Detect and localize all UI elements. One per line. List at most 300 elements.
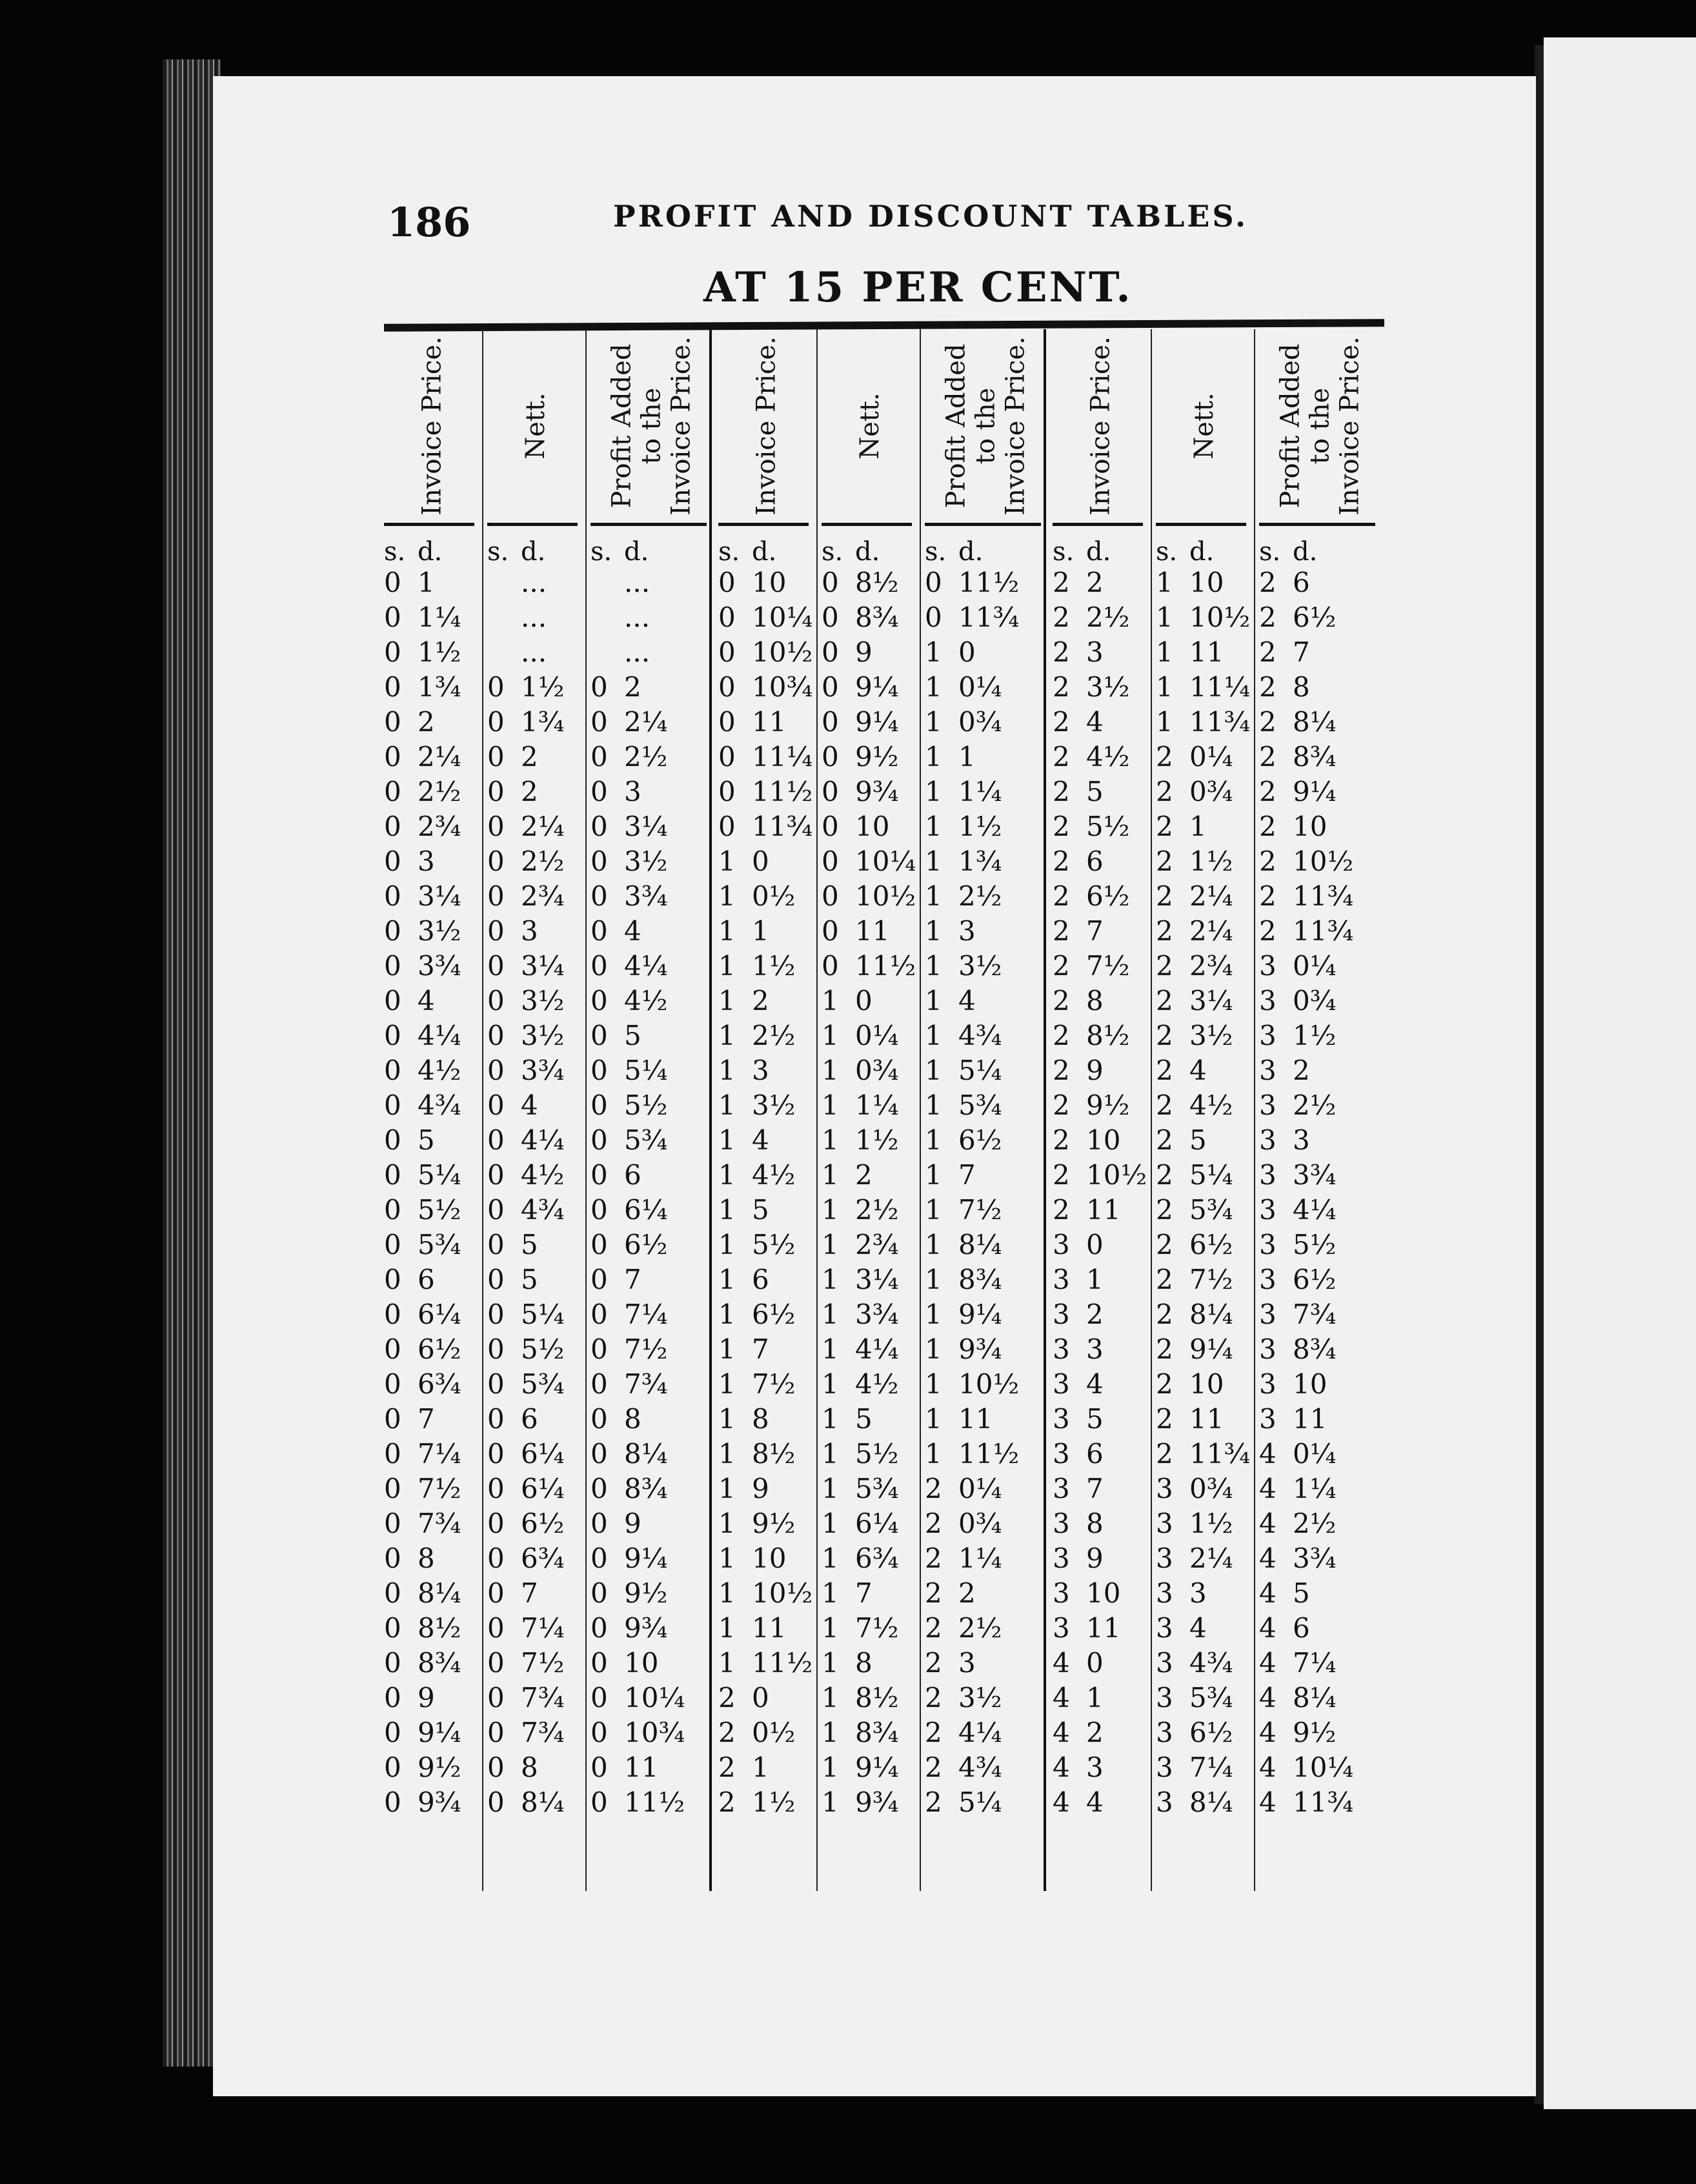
table-cell: 1 5¾ xyxy=(822,1472,899,1504)
table-cell: 1 10 xyxy=(1156,566,1224,598)
table-cell: 0 3¼ xyxy=(384,880,461,912)
header-rule xyxy=(591,523,707,526)
table-cell: 0 4¾ xyxy=(487,1193,565,1226)
table-cell: 3 2 xyxy=(1259,1054,1310,1086)
table-cell: 2 6½ xyxy=(1259,601,1337,633)
header-rule xyxy=(487,523,578,526)
column-separator xyxy=(920,329,921,1891)
table-cell: 0 11½ xyxy=(591,1786,685,1818)
table-cell: 0 4 xyxy=(487,1089,538,1121)
page-number: 186 xyxy=(387,199,471,246)
table-cell: 3 6½ xyxy=(1156,1716,1233,1748)
table-cell: 2 3½ xyxy=(1156,1019,1233,1051)
header-rule xyxy=(822,523,912,526)
table-cell: 2 5 xyxy=(1053,775,1104,807)
table-cell: 1 8¾ xyxy=(822,1716,899,1748)
table-cell: 1 4 xyxy=(925,984,976,1016)
table-cell: 1 3 xyxy=(718,1054,769,1086)
table-cell: 0 2 xyxy=(591,671,641,703)
pence-unit: d. xyxy=(1189,537,1215,567)
table-cell: 0 6¾ xyxy=(384,1368,461,1400)
facing-page xyxy=(1544,37,1696,2109)
pence-unit: d. xyxy=(624,537,649,567)
table-cell: 1 11¼ xyxy=(1156,671,1251,703)
shillings-unit: s. xyxy=(925,537,947,567)
table-cell: 0 1½ xyxy=(384,636,461,668)
table-cell: 1 2 xyxy=(718,984,769,1016)
units-row xyxy=(1156,537,1246,567)
table-cell: 0 7¼ xyxy=(487,1612,565,1644)
table-cell: 1 1½ xyxy=(822,1124,899,1156)
units-row xyxy=(925,537,1015,567)
table-cell: 2 5½ xyxy=(1053,810,1130,842)
profit-column-values xyxy=(1259,565,1354,1819)
table-cell: 0 1 xyxy=(384,566,435,598)
table-cell: 2 5¼ xyxy=(925,1786,1002,1818)
table-cell: 1 1½ xyxy=(718,949,796,982)
table-cell: 0 4¼ xyxy=(487,1124,565,1156)
table-cell: 0 8¾ xyxy=(384,1646,461,1679)
table-cell: 0 8¾ xyxy=(591,1472,668,1504)
table-cell: 1 0 xyxy=(718,845,769,877)
table-cell: 0 10¾ xyxy=(591,1716,685,1748)
units-row xyxy=(487,537,578,567)
table-cell: 1 1¾ xyxy=(925,845,1002,877)
table-cell: 0 6¾ xyxy=(487,1542,565,1574)
column-separator xyxy=(1254,329,1255,1891)
table-cell: 1 2½ xyxy=(718,1019,796,1051)
table-cell: 0 9½ xyxy=(822,740,899,773)
header-rule xyxy=(384,523,474,526)
invoice-price-header xyxy=(718,329,815,523)
nett-column-values xyxy=(487,565,578,1819)
shillings-unit: s. xyxy=(718,537,740,567)
table-cell: 1 10 xyxy=(718,1542,787,1574)
table-cell: 1 8½ xyxy=(718,1437,796,1470)
nett-header xyxy=(822,329,918,523)
table-cell: 2 1 xyxy=(718,1751,769,1783)
table-cell: 2 8 xyxy=(1053,984,1104,1016)
table-cell: 0 4 xyxy=(591,915,641,947)
shillings-unit: s. xyxy=(384,537,406,567)
table-cell: 2 4½ xyxy=(1156,1089,1233,1121)
running-head: PROFIT AND DISCOUNT TABLES. xyxy=(613,199,1248,234)
table-cell: 3 4¾ xyxy=(1156,1646,1233,1679)
table-cell: 3 0¼ xyxy=(1259,949,1337,982)
table-cell: 3 11 xyxy=(1259,1402,1328,1435)
table-cell: 3 3¾ xyxy=(1259,1158,1337,1191)
table-cell: 0 6¼ xyxy=(384,1298,461,1330)
table-cell: 0 5½ xyxy=(487,1333,565,1365)
table-cell: 1 3½ xyxy=(718,1089,796,1121)
table-cell: 1 4¾ xyxy=(925,1019,1002,1051)
table-cell: 1 1½ xyxy=(925,810,1002,842)
table-cell: 2 11¾ xyxy=(1259,880,1354,912)
table-cell: 2 2½ xyxy=(1053,601,1130,633)
table-cell: 3 2¼ xyxy=(1156,1542,1233,1574)
table-cell: 1 7 xyxy=(718,1333,769,1365)
table-cell: 2 8¾ xyxy=(1259,740,1337,773)
table-cell: 0 6¼ xyxy=(487,1437,565,1470)
table-cell: 0 9¾ xyxy=(822,775,899,807)
header-rule xyxy=(1053,523,1143,526)
table-cell: 0 10 xyxy=(822,810,890,842)
profit-column-values xyxy=(925,565,1020,1819)
table-cell: 4 0 xyxy=(1053,1646,1104,1679)
table-cell: 4 1¼ xyxy=(1259,1472,1337,1504)
table-cell: 2 6 xyxy=(1053,845,1104,877)
table-cell: 3 7¼ xyxy=(1156,1751,1233,1783)
table-cell: 2 5 xyxy=(1156,1124,1207,1156)
nett-header xyxy=(487,329,584,523)
table-cell: 1 8¼ xyxy=(925,1228,1002,1260)
units-row xyxy=(822,537,912,567)
nett-header xyxy=(1156,329,1253,523)
table-cell: 0 3¼ xyxy=(591,810,668,842)
invoice-price-header-label: Invoice Price. xyxy=(418,336,448,516)
table-cell: 0 3¾ xyxy=(384,949,461,982)
table-cell: 2 4 xyxy=(1156,1054,1207,1086)
table-cell: 2 1 xyxy=(1156,810,1207,842)
table-cell: 3 3 xyxy=(1259,1124,1310,1156)
shillings-unit: s. xyxy=(487,537,509,567)
shillings-unit: s. xyxy=(1053,537,1075,567)
table-cell: 1 3½ xyxy=(925,949,1002,982)
table-cell: 3 10 xyxy=(1053,1577,1121,1609)
table-cell: 0 9¾ xyxy=(384,1786,461,1818)
table-cell: 0 6 xyxy=(591,1158,641,1191)
table-cell: 0 3 xyxy=(591,775,641,807)
table-cell: 0 10 xyxy=(718,566,787,598)
table-cell: 0 5¾ xyxy=(384,1228,461,1260)
header-rule xyxy=(925,523,1041,526)
table-cell: 1 6½ xyxy=(925,1124,1002,1156)
profit-added-header xyxy=(591,329,713,523)
table-cell: 4 6 xyxy=(1259,1612,1310,1644)
table-cell: 4 2½ xyxy=(1259,1507,1337,1539)
table-cell: 1 6¾ xyxy=(822,1542,899,1574)
table-cell: 2 6½ xyxy=(1053,880,1130,912)
table-cell: 0 10¾ xyxy=(718,671,813,703)
table-cell: 0 10 xyxy=(591,1646,659,1679)
table-cell: ... xyxy=(521,636,547,668)
table-cell: 1 4 xyxy=(718,1124,769,1156)
table-cell: 4 5 xyxy=(1259,1577,1310,1609)
stacked-page-edges xyxy=(163,59,221,2067)
table-cell: ... xyxy=(521,566,547,598)
table-cell: 1 8 xyxy=(718,1402,769,1435)
table-cell: 4 3¾ xyxy=(1259,1542,1337,1574)
table-cell: 1 3¾ xyxy=(822,1298,899,1330)
table-cell: 2 9 xyxy=(1053,1054,1104,1086)
table-cell: 4 0¼ xyxy=(1259,1437,1337,1470)
table-cell: 1 7 xyxy=(925,1158,976,1191)
units-row xyxy=(1053,537,1143,567)
table-cell: 2 10½ xyxy=(1053,1158,1147,1191)
table-cell: 2 7 xyxy=(1259,636,1310,668)
table-cell: 3 0 xyxy=(1053,1228,1104,1260)
table-cell: 0 11½ xyxy=(718,775,813,807)
pence-unit: d. xyxy=(958,537,984,567)
table-cell: 0 3¾ xyxy=(487,1054,565,1086)
invoice-price-header xyxy=(384,329,481,523)
table-cell: 2 11 xyxy=(1156,1402,1224,1435)
table-cell: 1 2½ xyxy=(822,1193,899,1226)
table-cell: 0 9 xyxy=(591,1507,641,1539)
table-cell: 2 9¼ xyxy=(1156,1333,1233,1365)
table-cell: 0 7¾ xyxy=(591,1368,668,1400)
table-cell: 0 8½ xyxy=(384,1612,461,1644)
table-cell: 3 5½ xyxy=(1259,1228,1337,1260)
table-cell: 0 2¼ xyxy=(384,740,461,773)
table-cell: 4 7¼ xyxy=(1259,1646,1337,1679)
group-separator xyxy=(709,329,712,1891)
table-cell: 0 3½ xyxy=(487,984,565,1016)
invoice-column-values xyxy=(1053,565,1147,1819)
table-cell: 0 2¾ xyxy=(487,880,565,912)
table-cell: 0 4¼ xyxy=(591,949,668,982)
table-cell: 2 8 xyxy=(1259,671,1310,703)
table-cell: 2 10½ xyxy=(1259,845,1354,877)
table-cell: 1 0 xyxy=(925,636,976,668)
table-cell: 1 0½ xyxy=(718,880,796,912)
table-cell: 4 10¼ xyxy=(1259,1751,1354,1783)
table-cell: 2 0½ xyxy=(718,1716,796,1748)
table-cell: 0 7 xyxy=(384,1402,435,1435)
table-cell: 0 1½ xyxy=(487,671,565,703)
table-cell: 0 7½ xyxy=(487,1646,565,1679)
table-cell: 0 8 xyxy=(384,1542,435,1574)
table-cell: 0 5 xyxy=(591,1019,641,1051)
invoice-price-header-label: Invoice Price. xyxy=(752,336,782,516)
table-cell: 0 7¾ xyxy=(384,1507,461,1539)
table-cell: 0 2¾ xyxy=(384,810,461,842)
table-cell: 0 6½ xyxy=(384,1333,461,1365)
table-cell: 2 9½ xyxy=(1053,1089,1130,1121)
table-cell: 2 1¼ xyxy=(925,1542,1002,1574)
table-cell: 0 11¼ xyxy=(718,740,813,773)
table-cell: 1 5¾ xyxy=(925,1089,1002,1121)
table-cell: 0 9¼ xyxy=(822,705,899,738)
table-cell: 0 2½ xyxy=(487,845,565,877)
column-separator xyxy=(482,329,483,1891)
table-cell: 0 3½ xyxy=(591,845,668,877)
table-cell: 2 1½ xyxy=(718,1786,796,1818)
table-cell: 3 9 xyxy=(1053,1542,1104,1574)
table-cell: 0 2 xyxy=(384,705,435,738)
table-cell: 2 4 xyxy=(1053,705,1104,738)
profit-added-header-label: Profit Added to the Invoice Price. xyxy=(942,336,1031,516)
shillings-unit: s. xyxy=(591,537,612,567)
table-cell: 0 2½ xyxy=(384,775,461,807)
table-cell: 3 7 xyxy=(1053,1472,1104,1504)
table-cell: 3 0¾ xyxy=(1259,984,1337,1016)
table-cell: 3 1½ xyxy=(1156,1507,1233,1539)
table-cell: 1 2 xyxy=(822,1158,873,1191)
discount-table xyxy=(384,329,1384,1891)
table-title: AT 15 PER CENT. xyxy=(703,263,1133,312)
table-cell: 0 11 xyxy=(591,1751,659,1783)
table-cell: 1 9¼ xyxy=(822,1751,899,1783)
column-separator xyxy=(1151,329,1152,1891)
table-cell: 0 10¼ xyxy=(822,845,916,877)
table-cell: 1 7½ xyxy=(718,1368,796,1400)
table-cell: 3 2½ xyxy=(1259,1089,1337,1121)
nett-header-label: Nett. xyxy=(1189,392,1219,460)
table-cell: 1 0¾ xyxy=(925,705,1002,738)
table-cell: 0 8¼ xyxy=(591,1437,668,1470)
nett-column-values xyxy=(1156,565,1251,1819)
table-cell: 0 10½ xyxy=(718,636,813,668)
table-cell: 1 4½ xyxy=(822,1368,899,1400)
table-cell: 2 2 xyxy=(925,1577,976,1609)
table-cell: 2 2½ xyxy=(925,1612,1002,1644)
table-cell: 0 2 xyxy=(487,740,538,773)
table-cell: 0 5½ xyxy=(591,1089,668,1121)
units-row xyxy=(384,537,474,567)
profit-added-header-label: Profit Added to the Invoice Price. xyxy=(1276,336,1366,516)
table-cell: 0 6½ xyxy=(591,1228,668,1260)
table-cell: 0 9¼ xyxy=(384,1716,461,1748)
table-cell: 2 9¼ xyxy=(1259,775,1337,807)
table-cell: 0 7 xyxy=(591,1263,641,1295)
table-cell: 0 1¾ xyxy=(384,671,461,703)
table-cell: 0 9 xyxy=(822,636,873,668)
table-cell: 0 3 xyxy=(487,915,538,947)
table-cell: 0 11¾ xyxy=(718,810,813,842)
pence-unit: d. xyxy=(855,537,880,567)
table-cell: 4 8¼ xyxy=(1259,1681,1337,1714)
table-cell: 0 10¼ xyxy=(718,601,813,633)
table-cell: 1 5 xyxy=(822,1402,873,1435)
invoice-column-values xyxy=(718,565,813,1819)
shillings-unit: s. xyxy=(1156,537,1178,567)
nett-header-label: Nett. xyxy=(520,392,550,460)
pence-unit: d. xyxy=(1086,537,1111,567)
table-cell: 1 0¼ xyxy=(925,671,1002,703)
table-cell: 1 4½ xyxy=(718,1158,796,1191)
book-page xyxy=(213,76,1536,2096)
table-cell: 1 1 xyxy=(718,915,769,947)
table-cell: ... xyxy=(624,566,651,598)
table-cell: 1 11 xyxy=(718,1612,787,1644)
table-cell: 2 10 xyxy=(1053,1124,1121,1156)
units-row xyxy=(1259,537,1349,567)
table-cell: 0 9½ xyxy=(591,1577,668,1609)
table-cell: 1 7½ xyxy=(925,1193,1002,1226)
table-cell: 1 11½ xyxy=(925,1437,1020,1470)
table-cell: 2 7½ xyxy=(1156,1263,1233,1295)
table-cell: 2 11¾ xyxy=(1259,915,1354,947)
table-cell: 2 10 xyxy=(1259,810,1328,842)
table-cell: 0 4¾ xyxy=(384,1089,461,1121)
table-cell: 2 3 xyxy=(925,1646,976,1679)
table-cell: 2 3 xyxy=(1053,636,1104,668)
table-cell: 0 3 xyxy=(384,845,435,877)
table-cell: 0 5¼ xyxy=(384,1158,461,1191)
units-row xyxy=(591,537,681,567)
units-row xyxy=(718,537,809,567)
table-cell: 1 9¼ xyxy=(925,1298,1002,1330)
table-cell: 2 7 xyxy=(1053,915,1104,947)
table-cell: 3 10 xyxy=(1259,1368,1328,1400)
column-separator xyxy=(585,329,587,1891)
table-cell: 1 6¼ xyxy=(822,1507,899,1539)
table-cell: 0 1¾ xyxy=(487,705,565,738)
table-cell: 2 8¼ xyxy=(1259,705,1337,738)
table-cell: 2 3½ xyxy=(925,1681,1002,1714)
table-cell: 1 5 xyxy=(718,1193,769,1226)
table-cell: 1 0¾ xyxy=(822,1054,899,1086)
table-cell: 2 6 xyxy=(1259,566,1310,598)
nett-header-label: Nett. xyxy=(854,392,885,460)
table-cell: 0 6½ xyxy=(487,1507,565,1539)
table-cell: 3 1 xyxy=(1053,1263,1104,1295)
table-cell: 2 0¾ xyxy=(1156,775,1233,807)
table-cell: 2 10 xyxy=(1156,1368,1224,1400)
table-cell: 0 8 xyxy=(487,1751,538,1783)
table-cell: 1 2½ xyxy=(925,880,1002,912)
pence-unit: d. xyxy=(521,537,546,567)
table-cell: 1 10½ xyxy=(925,1368,1020,1400)
table-cell: 0 8¾ xyxy=(822,601,899,633)
table-cell: 3 1½ xyxy=(1259,1019,1337,1051)
table-cell: 3 0¾ xyxy=(1156,1472,1233,1504)
table-cell: 2 5¾ xyxy=(1156,1193,1233,1226)
table-cell: 0 4½ xyxy=(591,984,668,1016)
table-cell: 0 6 xyxy=(487,1402,538,1435)
table-cell: 1 4¼ xyxy=(822,1333,899,1365)
table-cell: 2 3¼ xyxy=(1156,984,1233,1016)
table-cell: 0 4¼ xyxy=(384,1019,461,1051)
table-cell: 0 1¼ xyxy=(384,601,461,633)
table-cell: 0 2½ xyxy=(591,740,668,773)
table-cell: 2 2¼ xyxy=(1156,880,1233,912)
table-cell: 1 11½ xyxy=(718,1646,813,1679)
table-cell: 0 7¼ xyxy=(591,1298,668,1330)
table-cell: 0 8 xyxy=(591,1402,641,1435)
table-cell: 2 4¾ xyxy=(925,1751,1002,1783)
table-cell: 1 9½ xyxy=(718,1507,796,1539)
table-cell: 2 4½ xyxy=(1053,740,1130,773)
table-cell: 3 3 xyxy=(1053,1333,1104,1365)
table-cell: 0 3½ xyxy=(487,1019,565,1051)
table-cell: 0 11 xyxy=(822,915,890,947)
table-cell: 1 5½ xyxy=(718,1228,796,1260)
table-cell: 0 4½ xyxy=(384,1054,461,1086)
table-cell: 1 9¾ xyxy=(925,1333,1002,1365)
profit-added-header-label: Profit Added to the Invoice Price. xyxy=(607,336,697,516)
table-cell: 1 2¾ xyxy=(822,1228,899,1260)
table-cell: 1 11 xyxy=(925,1402,993,1435)
table-cell: 3 5 xyxy=(1053,1402,1104,1435)
table-cell: 0 4½ xyxy=(487,1158,565,1191)
table-cell: 4 3 xyxy=(1053,1751,1104,1783)
table-cell: 0 5 xyxy=(487,1228,538,1260)
table-cell: 0 6¼ xyxy=(591,1193,668,1226)
table-cell: 1 1¼ xyxy=(925,775,1002,807)
table-cell: ... xyxy=(624,636,651,668)
table-cell: 0 7¾ xyxy=(487,1716,565,1748)
column-separator xyxy=(816,329,818,1891)
table-cell: 1 9 xyxy=(718,1472,769,1504)
invoice-price-header-label: Invoice Price. xyxy=(1086,336,1116,516)
table-cell: 3 4 xyxy=(1156,1612,1207,1644)
table-cell: 1 0 xyxy=(822,984,873,1016)
table-cell: 3 3 xyxy=(1156,1577,1207,1609)
table-cell: 1 1 xyxy=(925,740,976,773)
table-cell: 2 6½ xyxy=(1156,1228,1233,1260)
